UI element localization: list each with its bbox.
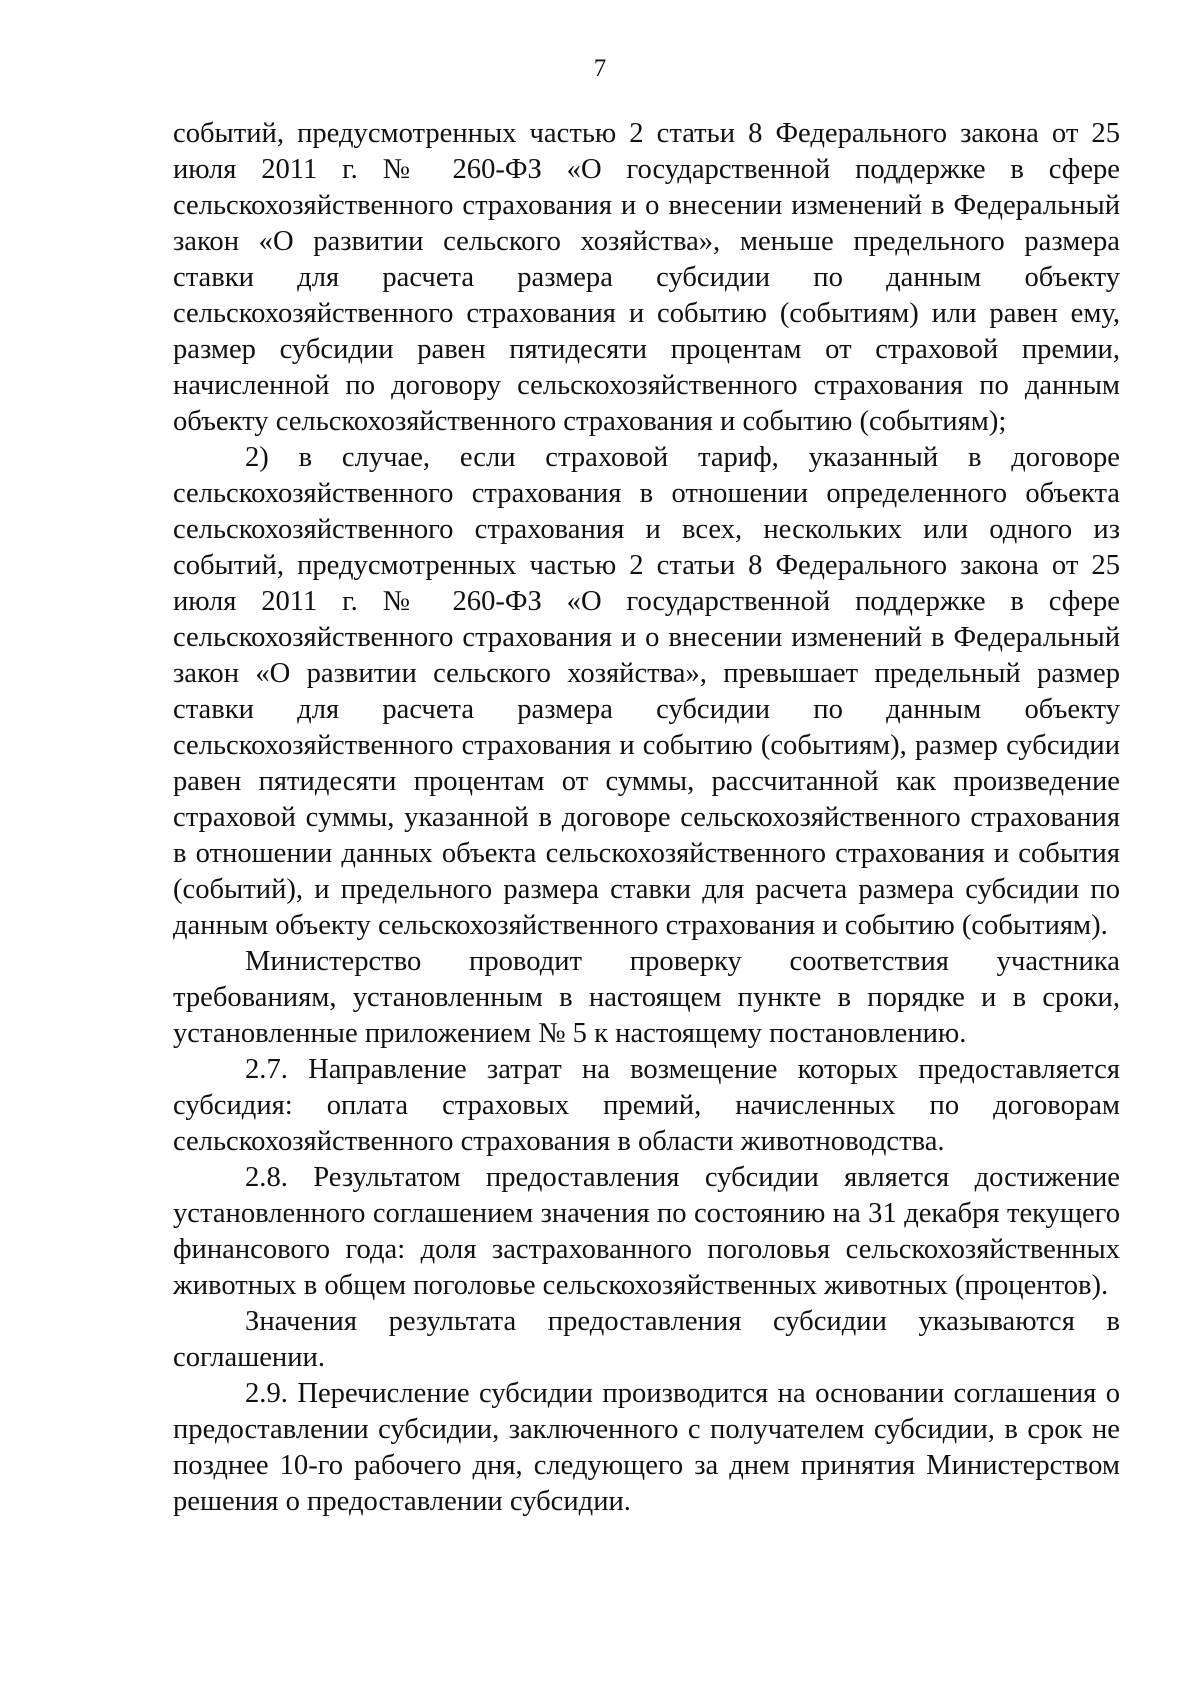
paragraph-continuation: событий, предусмотренных частью 2 статьи 8 Федерального закона от 25 июля 2011 г. № 260-ФЗ «О государственной поддержке в сфере сельскохозяйственного страхования и о внесении изменений в Федеральный закон «О развитии сельского хозяйства», меньше предельного размера ставки для расчета размера субсидии по данным объекту сельскохозяйственного страхования и событию (событиям) или равен ему, размер субсидии равен пятидесяти процентам от страховой премии, начисленной по договору сельскохозяйственного страхования по данным объекту сельскохозяйственного страхования и событию (событиям); bbox=[173, 118, 1120, 437]
paragraph-ministry-check: Министерство проводит проверку соответствия участника требованиям, установленным в настоящем пункте в порядке и в сроки, установленные приложением № 5 к настоящему постановлению. bbox=[173, 946, 1120, 1049]
paragraph-2-8: 2.8. Результатом предоставления субсидии является достижение установленного соглашением значения по состоянию на 31 декабря текущего финансового года: доля застрахованного поголовья сельскохозяйственных животных в общем поголовье сельскохозяйственных животных (процентов). bbox=[173, 1162, 1120, 1301]
document-body bbox=[173, 116, 1120, 1520]
paragraph-item-2: 2) в случае, если страховой тариф, указанный в договоре сельскохозяйственного страхования в отношении определенного объекта сельскохозяйственного страхования и всех, нескольких или одного из событий, предусмотренных частью 2 статьи 8 Федерального закона от 25 июля 2011 г. № 260-ФЗ «О государственной поддержке в сфере сельскохозяйственного страхования и о внесении изменений в Федеральный закон «О развитии сельского хозяйства», превышает предельный размер ставки для расчета размера субсидии по данным объекту сельскохозяйственного страхования и событию (событиям), размер субсидии равен пятидесяти процентам от суммы, рассчитанной как произведение страховой суммы, указанной в договоре сельскохозяйственного страхования в отношении данных объекта сельскохозяйственного страхования и события (событий), и предельного размера ставки для расчета размера субсидии по данным объекту сельскохозяйственного страхования и событию (событиям). bbox=[173, 442, 1120, 941]
page-number: 7 bbox=[593, 55, 607, 82]
paragraph-result-values: Значения результата предоставления субсидии указываются в соглашении. bbox=[173, 1306, 1120, 1373]
paragraph-2-7: 2.7. Направление затрат на возмещение которых предоставляется субсидия: оплата страховых премий, начисленных по договорам сельскохозяйственного страхования в области животноводства. bbox=[173, 1054, 1120, 1157]
paragraph-2-9: 2.9. Перечисление субсидии производится на основании соглашения о предоставлении субсидии, заключенного с получателем субсидии, в срок не позднее 10-го рабочего дня, следующего за днем принятия Министерством решения о предоставлении субсидии. bbox=[173, 1378, 1120, 1517]
